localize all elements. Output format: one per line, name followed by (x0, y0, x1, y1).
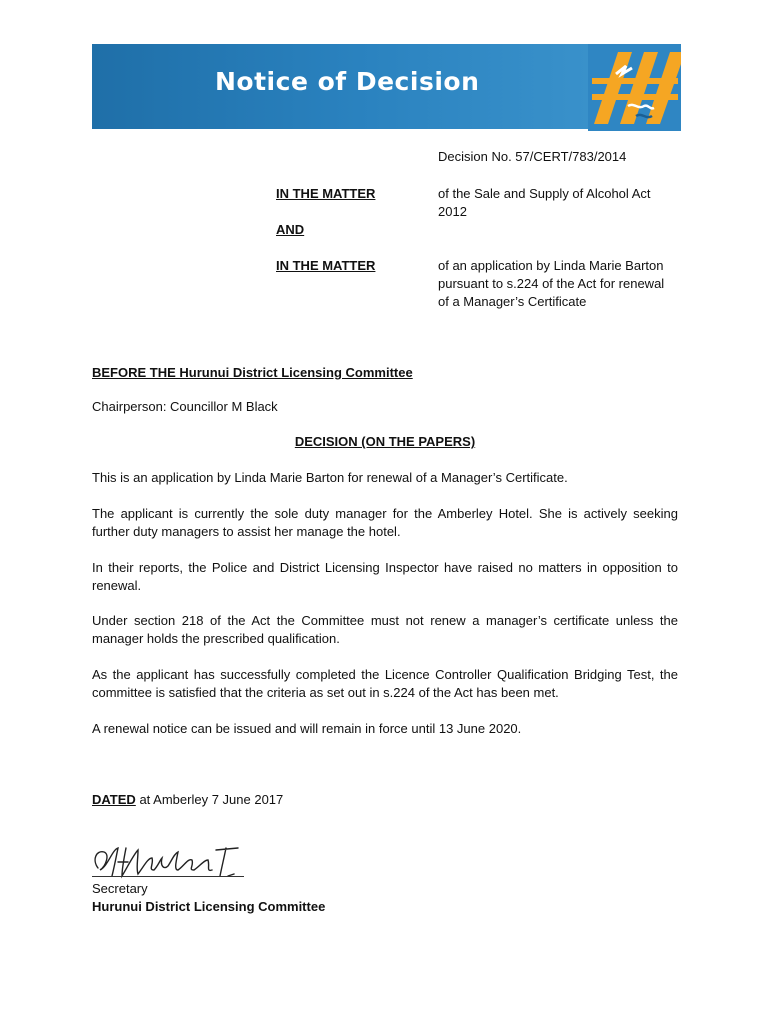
signature-line (92, 876, 244, 877)
hurunui-logo-icon (588, 44, 681, 131)
decision-number: Decision No. 57/CERT/783/2014 (438, 149, 627, 164)
paragraph-2: The applicant is currently the sole duty manager for the Amberley Hotel. She is actively seeking further duty managers to assist her manage the hotel. (92, 506, 678, 539)
matter-text-2: of an application by Linda Marie Barton pursuant to s.224 of the Act for renewal of a Manager’s Certificate (438, 258, 665, 309)
paragraph-4: Under section 218 of the Act the Committee must not renew a manager’s certificate unless the manager holds the prescribed qualification. (92, 613, 678, 646)
matter-label-1: IN THE MATTER (276, 186, 376, 201)
paragraph-5: As the applicant has successfully completed the Licence Controller Qualification Bridging Test, the committee is satisfied that the criteria as set out in s.224 of the Act has been met. (92, 667, 678, 700)
dated-line (92, 791, 283, 809)
paragraph-3: In their reports, the Police and District Licensing Inspector have raised no matters in opposition to renewal. (92, 560, 678, 593)
paragraph-6: A renewal notice can be issued and will remain in force until 13 June 2020. (92, 721, 522, 736)
signatory-role: Secretary (92, 881, 148, 896)
dated-label: DATED (92, 792, 136, 807)
decision-heading: DECISION (ON THE PAPERS) (294, 434, 476, 449)
matter-text-1: of the Sale and Supply of Alcohol Act 2012 (438, 186, 651, 219)
page-title: Notice of Decision (215, 67, 480, 96)
dated-text: at Amberley 7 June 2017 (139, 792, 284, 807)
matter-label-2: IN THE MATTER (276, 258, 376, 273)
chairperson: Chairperson: Councillor M Black (92, 399, 278, 414)
before-committee: BEFORE THE Hurunui District Licensing Committee (92, 365, 413, 380)
and-label: AND (276, 222, 305, 237)
paragraph-1: This is an application by Linda Marie Barton for renewal of a Manager’s Certificate. (92, 470, 568, 485)
signatory-org: Hurunui District Licensing Committee (92, 899, 326, 914)
